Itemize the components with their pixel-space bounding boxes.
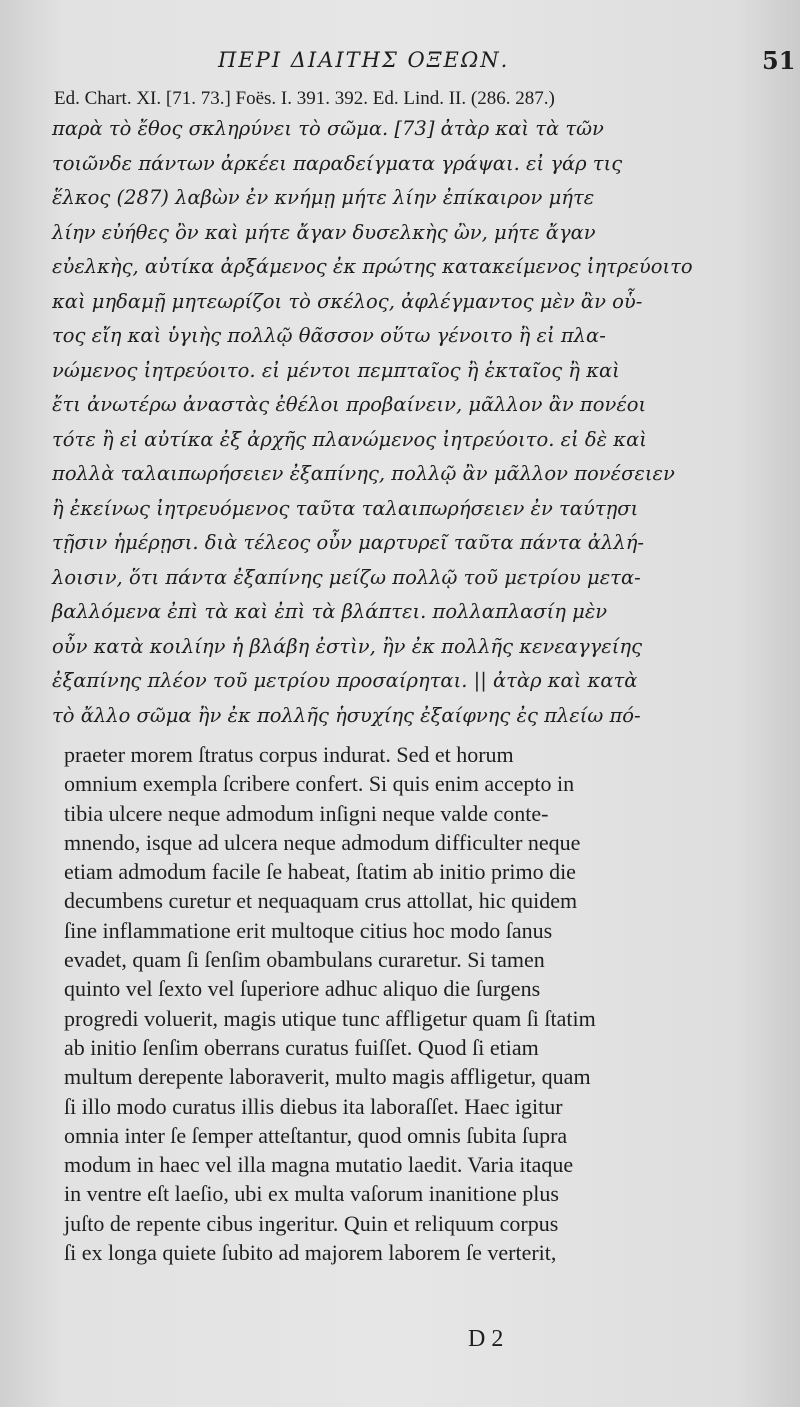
edition-reference-line: Ed. Chart. XI. [71. 73.] Foës. I. 391. 392. Ed. Lind. II. (286. 287.) xyxy=(54,88,555,109)
latin-translation-block xyxy=(64,740,744,1267)
greek-text-line: τὸ ἄλλο σῶμα ἢν ἐκ πολλῆς ἡσυχίης ἐξαίφνης ἐς πλείω πό- xyxy=(52,703,641,727)
latin-text-line: juſto de repente cibus ingeritur. Quin et reliquum corpus xyxy=(64,1210,559,1236)
running-title: ΠΕΡΙ ΔΙΑΙΤΗΣ ΟΞΕΩΝ. xyxy=(218,48,510,72)
greek-text-line: ἢ ἐκείνως ἰητρευόμενος ταῦτα ταλαιπωρήσειεν ἐν ταύτῃσι xyxy=(52,496,639,520)
latin-text-line: modum in haec vel illa magna mutatio laedit. Varia itaque xyxy=(64,1152,574,1178)
page-number: 51 xyxy=(762,46,796,75)
latin-text-line: mnendo, isque ad ulcera neque admodum difficulter neque xyxy=(64,829,581,855)
greek-text-line: λοισιν, ὅτι πάντα ἐξαπίνης μείζω πολλῷ τοῦ μετρίου μετα- xyxy=(52,565,641,589)
signature-mark: D 2 xyxy=(468,1326,504,1352)
greek-text-line: τοιῶνδε πάντων ἀρκέει παραδείγματα γράψαι. εἰ γάρ τις xyxy=(52,151,623,175)
greek-text-block xyxy=(52,112,732,733)
latin-text-line: progredi voluerit, magis utique tunc affligetur quam ſi ſtatim xyxy=(64,1005,596,1031)
greek-text-line: ἕλκος (287) λαβὼν ἐν κνήμῃ μήτε λίην ἐπίκαιρον μήτε xyxy=(52,186,595,209)
page-header xyxy=(0,46,800,86)
latin-text-line: decumbens curetur et nequaquam crus attollat, hic quidem xyxy=(64,888,578,914)
latin-text-line: ſi illo modo curatus illis diebus ita laboraſſet. Haec igitur xyxy=(64,1093,563,1119)
latin-text-line: multum derepente laboraverit, multo magis affligetur, quam xyxy=(64,1064,591,1090)
latin-text-line: omnia inter ſe ſemper atteſtantur, quod omnis ſubita ſupra xyxy=(64,1122,568,1148)
latin-text-line: praeter morem ſtratus corpus indurat. Sed et horum xyxy=(64,742,514,767)
greek-text-line: πολλὰ ταλαιπωρήσειεν ἐξαπίνης, πολλῷ ἂν μᾶλλον πονέσειεν xyxy=(52,462,675,485)
greek-text-line: λίην εὐήθες ὂν καὶ μήτε ἄγαν δυσελκὴς ὢν, μήτε ἄγαν xyxy=(52,220,596,244)
latin-text-line: in ventre eſt laeſio, ubi ex multa vaſorum inanitione plus xyxy=(64,1181,559,1207)
latin-text-line: quinto vel ſexto vel ſuperiore adhuc aliquo die ſurgens xyxy=(64,976,541,1002)
greek-text-line: εὐελκὴς, αὐτίκα ἀρξάμενος ἐκ πρώτης κατακείμενος ἰητρεύοιτο xyxy=(52,255,693,278)
greek-text-line: τότε ἢ εἰ αὐτίκα ἐξ ἀρχῆς πλανώμενος ἰητρεύοιτο. εἰ δὲ καὶ xyxy=(52,427,647,451)
greek-text-line: καὶ μηδαμῇ μητεωρίζοι τὸ σκέλος, ἀφλέγμαντος μὲν ἂν οὗ- xyxy=(52,289,643,313)
latin-text-line: ſi ex longa quiete ſubito ad majorem laborem ſe verterit, xyxy=(64,1240,557,1266)
greek-text-line: παρὰ τὸ ἔθος σκληρύνει τὸ σῶμα. [73] ἀτὰρ καὶ τὰ τῶν xyxy=(52,117,604,140)
latin-text-line: ab initio ſenſim oberrans curatus fuiſſet. Quod ſi etiam xyxy=(64,1034,539,1060)
latin-text-line: tibia ulcere neque admodum inſigni neque valde conte- xyxy=(64,800,549,826)
greek-text-line: οὖν κατὰ κοιλίην ἡ βλάβη ἐστὶν, ἢν ἐκ πολλῆς κενεαγγείης xyxy=(52,634,642,658)
greek-text-line: νώμενος ἰητρεύοιτο. εἰ μέντοι πεμπταῖος ἢ ἑκταῖος ἢ καὶ xyxy=(52,358,620,382)
greek-text-line: βαλλόμενα ἐπὶ τὰ καὶ ἐπὶ τὰ βλάπτει. πολλαπλασίη μὲν xyxy=(52,600,608,623)
latin-text-line: etiam admodum facile ſe habeat, ſtatim ab initio primo die xyxy=(64,859,576,885)
greek-text-line: ἔτι ἀνωτέρω ἀναστὰς ἐθέλοι προβαίνειν, μᾶλλον ἂν πονέοι xyxy=(52,393,647,416)
latin-text-line: omnium exempla ſcribere confert. Si quis enim accepto in xyxy=(64,771,575,797)
greek-text-line: τος εἴη καὶ ὑγιὴς πολλῷ θᾶσσον οὕτω γένοιτο ἢ εἰ πλα- xyxy=(52,324,606,347)
greek-text-line: ἐξαπίνης πλέον τοῦ μετρίου προσαίρηται. || ἀτὰρ καὶ κατὰ xyxy=(52,669,638,692)
greek-text-line: τῇσιν ἡμέρῃσι. διὰ τέλεος οὖν μαρτυρεῖ ταῦτα πάντα ἀλλή- xyxy=(52,531,644,554)
latin-text-line: ſine inflammatione erit multoque citius hoc modo ſanus xyxy=(64,917,553,943)
latin-text-line: evadet, quam ſi ſenſim obambulans curaretur. Si tamen xyxy=(64,947,545,973)
